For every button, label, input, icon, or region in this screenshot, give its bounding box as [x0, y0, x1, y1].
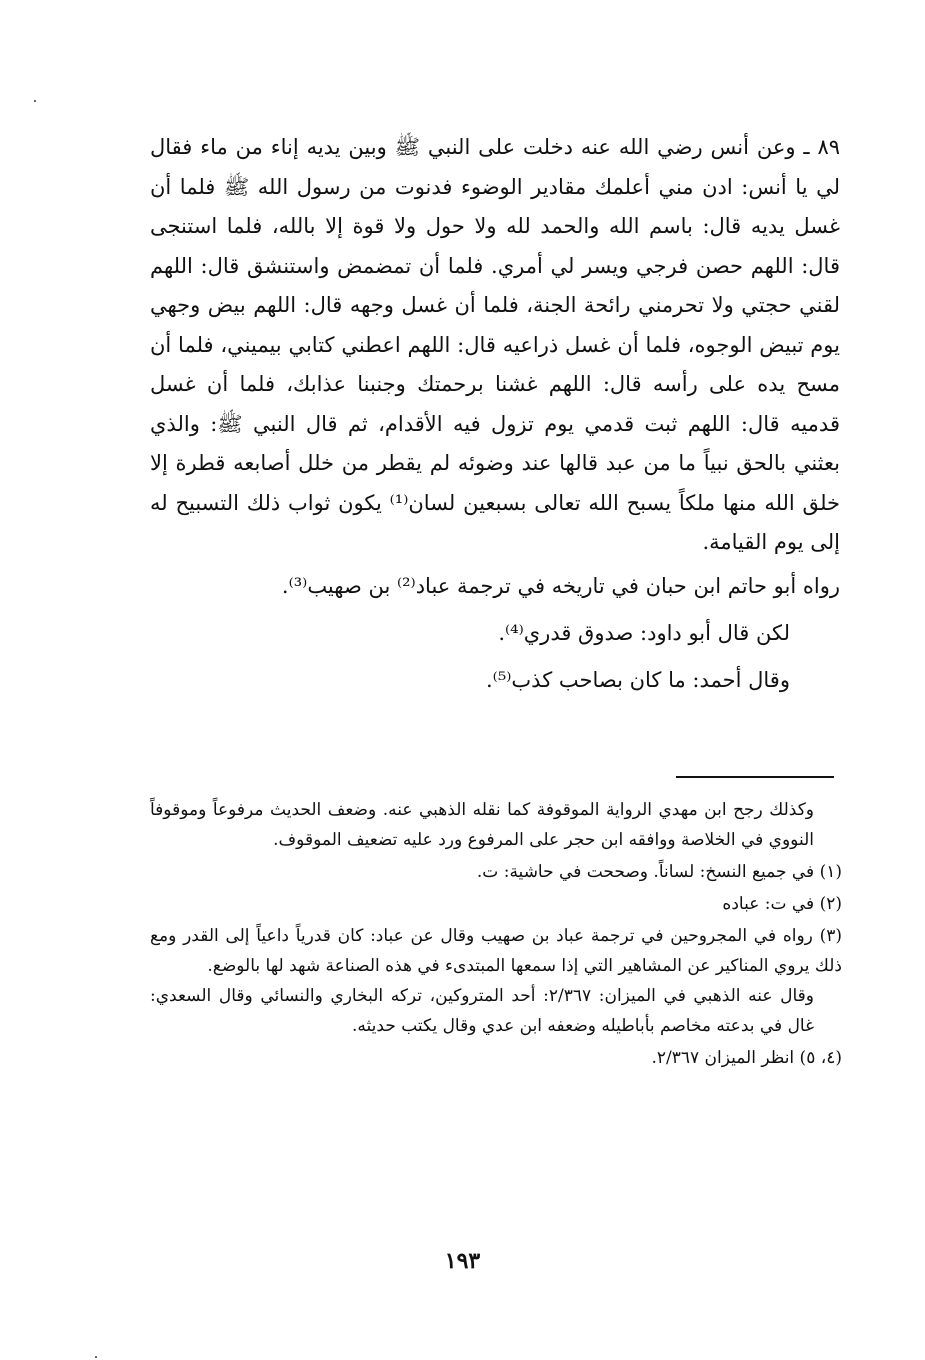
narration-line: رواه أبو حاتم ابن حبان في تاريخه في ترجمة عباد⁽²⁾ بن صهيب⁽³⁾. [281, 573, 840, 598]
abu-dawud-line: لكن قال أبو داود: صدوق قدري⁽⁴⁾. [498, 620, 790, 645]
hadith-paragraph: ٨٩ ـ وعن أنس رضي الله عنه دخلت على النبي ﷺ وبين يديه إناء من ماء فقال لي يا أنس: ادن مني أعلمك مقادير الوضوء فدنوت من رسول الله ﷺ فلما أن غسل يديه قال: باسم الله والحمد لله ولا حول ولا قوة إلا بالله، فلما استنجى قال: اللهم حصن فرجي ويسر لي أمري. فلما أن تمضمض واستنشق قال: اللهم لقني حجتي ولا تحرمني رائحة الجنة، فلما أن غسل وجهه قال: اللهم بيض وجهي يوم تبيض الوجوه، فلما أن غسل ذراعيه قال: اللهم اعطني كتابي بيميني، فلما أن مسح يده على رأسه قال: اللهم غشنا برحمتك وجنبنا عذابك، فلما أن غسل قدميه قال: اللهم ثبت قدمي يوم تزول فيه الأقدام، ثم قال النبي ﷺ: والذي بعثني بالحق نبياً ما من عبد قالها عند وضوئه لم يقطر من خلل أصابعه قطرة إلا خلق الله منها ملكاً يسبح الله تعالى بسبعين لسان⁽¹⁾ يكون ثواب ذلك التسبيح له إلى يوم القيامة. [150, 135, 841, 554]
footnote-3: (٣) رواه في المجروحين في ترجمة عباد بن صهيب وقال عن عباد: كان قدرياً داعياً إلى القدر ومع ذلك يروي المناكير عن المشاهير التي إذا سمعها المبتدىء في هذه الصناعة شهد لها بالوضع. [150, 926, 842, 976]
footnote-1: (١) في جميع النسخ: لساناً. وصححت في حاشية: ت. [476, 862, 842, 882]
page-number: ١٩٣ [444, 1248, 481, 1274]
footnote-2: (٢) في ت: عباده [722, 894, 842, 914]
main-text [150, 128, 840, 704]
footnote-continuation: وكذلك رجح ابن مهدي الرواية الموقوفة كما نقله الذهبي عنه. وضعف الحديث مرفوعاً وموقوفاً النووي في الخلاصة ووافقه ابن حجر على المرفوع ورد عليه تضعيف الموقوف. [150, 800, 815, 850]
footnotes [150, 795, 842, 1073]
footnote-4-5: (٤، ٥) انظر الميزان ٢/٣٦٧. [651, 1048, 842, 1068]
ahmad-line: وقال أحمد: ما كان بصاحب كذب⁽⁵⁾. [485, 667, 790, 692]
footnote-separator [676, 776, 834, 778]
footnote-3-continued: وقال عنه الذهبي في الميزان: ٢/٣٦٧: أحد المتروكين، تركه البخاري والنسائي وقال السعدي: غال في بدعته مخاصم بأباطيله وضعفه ابن عدي وقال يكتب حديثه. [150, 986, 814, 1036]
scan-speck [95, 1356, 97, 1358]
scan-speck [34, 100, 36, 102]
